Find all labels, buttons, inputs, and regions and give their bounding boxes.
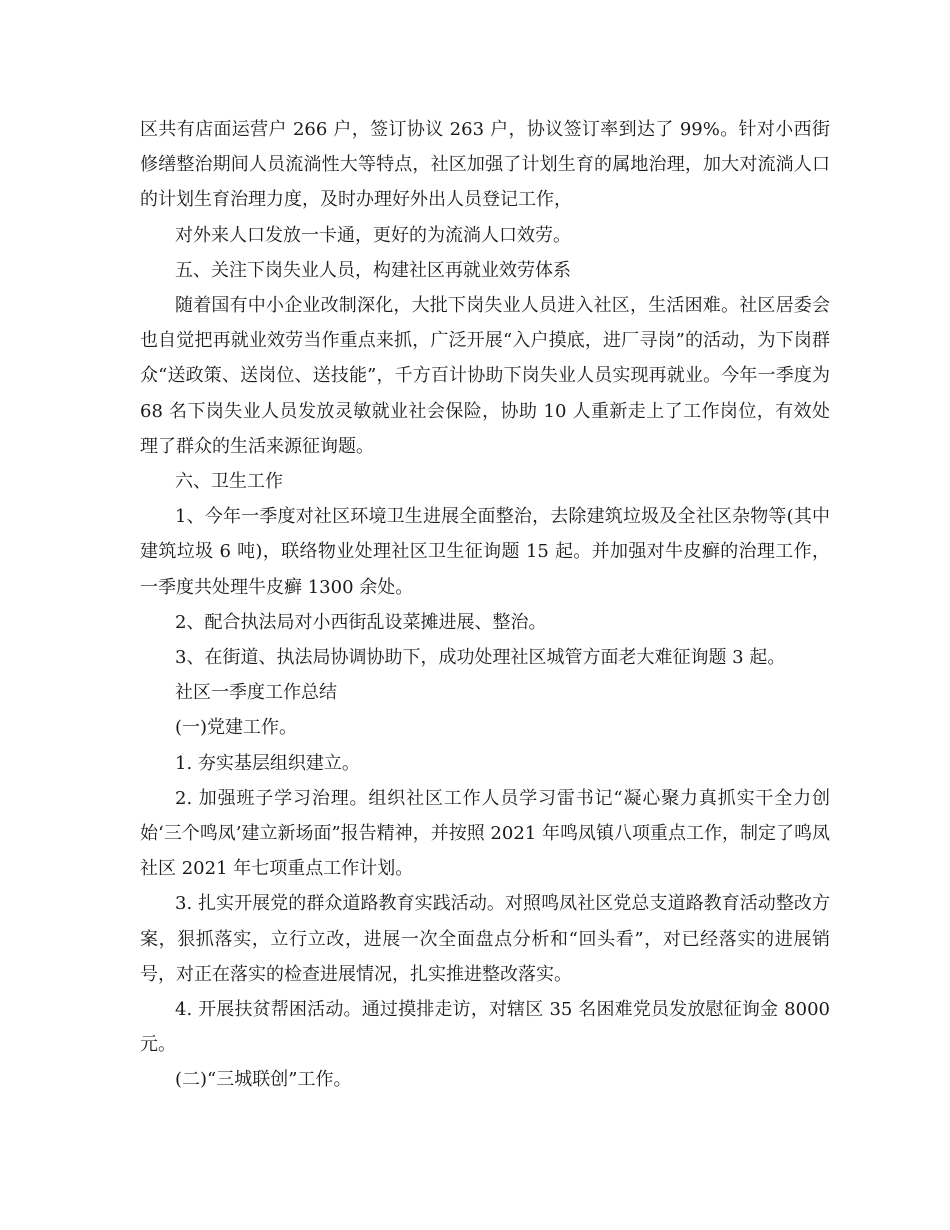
paragraph-4: 1、今年一季度对社区环境卫生进展全面整治，去除建筑垃圾及全社区杂物等(其中建筑垃圾 6 吨)，联络物业处理社区卫生征询题 15 起。并加强对牛皮癣的治理工作，一季度共处理牛皮癣 1300 余处。 [140, 506, 830, 598]
paragraph-3: 随着国有中小企业改制深化，大批下岗失业人员进入社区，生活困难。社区居委会也自觉把再就业效劳当作重点来抓，广泛开展“入户摸底，进厂寻岗”的活动，为下岗群众“送政策、送岗位、送技能”，千方百计协助下岗失业人员实现再就业。今年一季度为 68 名下岗失业人员发放灵敏就业社会保险，协助 10 人重新走上了工作岗位，有效处理了群众的生活来源征询题。 [140, 295, 830, 457]
list-item-2: 2. 加强班子学习治理。组织社区工作人员学习雷书记“凝心聚力真抓实干全力创始‘三个鸣凤’建立新场面”报告精神，并按照 2021 年鸣凤镇八项重点工作，制定了鸣凤社区 2021 年七项重点工作计划。 [140, 787, 830, 880]
list-item-3: 3. 扎实开展党的群众道路教育实践活动。对照鸣凤社区党总支道路教育活动整改方案，狠抓落实，立行立改，进展一次全面盘点分析和“回头看”，对已经落实的进展销号，对正在落实的检查进展情况，扎实推进整改落实。 [140, 893, 830, 985]
subsection-heading-1: (一)党建工作。 [175, 717, 298, 739]
section-heading-5: 五、关注下岗失业人员，构建社区再就业效劳体系 [175, 259, 571, 281]
paragraph-5: 2、配合执法局对小西街乱设菜摊进展、整治。 [175, 611, 547, 633]
paragraph-2: 对外来人口发放一卡通，更好的为流淌人口效劳。 [175, 224, 571, 246]
subsection-heading-2: (二)“三城联创”工作。 [175, 1069, 352, 1091]
list-item-1: 1. 夯实基层组织建立。 [175, 752, 360, 774]
list-item-4: 4. 开展扶贫帮困活动。通过摸排走访，对辖区 35 名困难党员发放慰征询金 8000 元。 [140, 999, 830, 1056]
document-body [140, 112, 830, 1098]
summary-heading: 社区一季度工作总结 [175, 682, 337, 704]
section-heading-6: 六、卫生工作 [175, 471, 283, 493]
paragraph-6: 3、在街道、执法局协调协助下，成功处理社区城管方面老大难征询题 3 起。 [175, 647, 786, 669]
paragraph-1: 区共有店面运营户 266 户，签订协议 263 户，协议签订率到达了 99%。针对小西街修缮整治期间人员流淌性大等特点，社区加强了计划生育的属地治理，加大对流淌人口的计划生育治理力度，及时办理好外出人员登记工作， [140, 119, 830, 211]
